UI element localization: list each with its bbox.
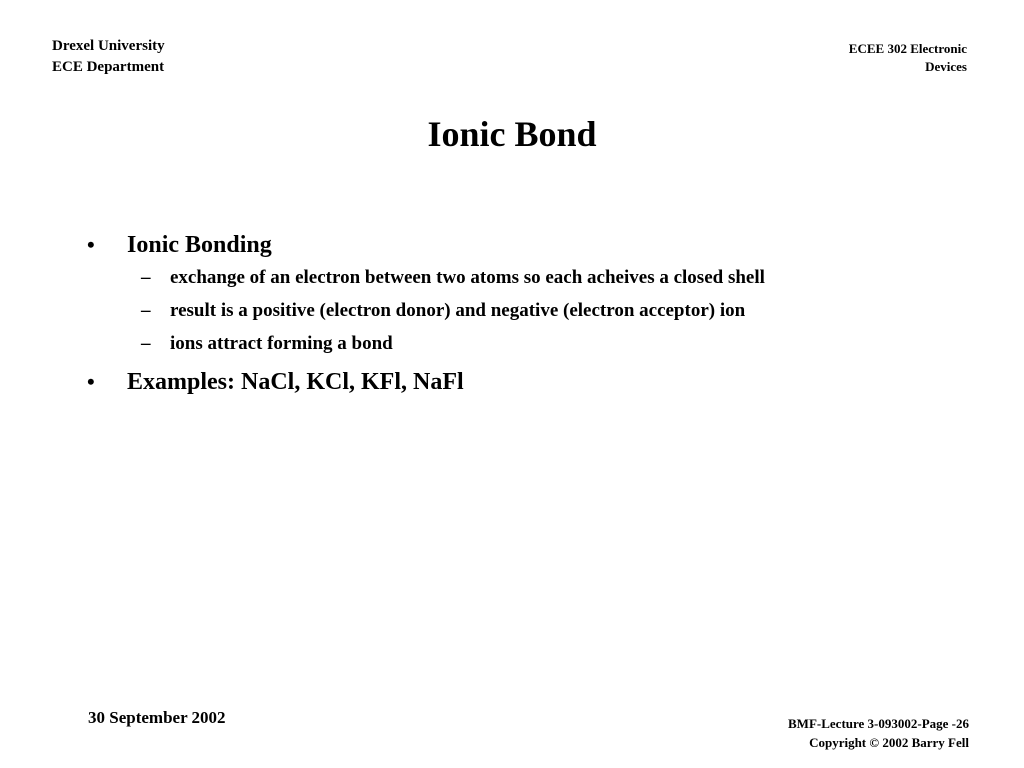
page-reference: BMF-Lecture 3-093002-Page -26 [788, 716, 969, 731]
header-institution-block [52, 36, 165, 78]
copyright-notice: Copyright © 2002 Barry Fell [809, 735, 969, 750]
sub-bullet-item [141, 327, 965, 360]
slide-body [85, 228, 965, 399]
course-title-line1: ECEE 302 Electronic [848, 41, 967, 56]
sub-bullet-marker: – [141, 300, 151, 321]
bullet-item [85, 228, 965, 262]
sub-bullet-marker: – [141, 333, 151, 354]
sub-bullet-text: result is a positive (electron donor) and negative (electron acceptor) ion [170, 300, 746, 321]
sub-bullet-item [141, 261, 965, 294]
bullet-text: Examples: NaCl, KCl, KFl, NaFl [127, 369, 464, 395]
sub-bullet-text: ions attract forming a bond [170, 333, 393, 354]
bullet-text: Ionic Bonding [127, 232, 272, 258]
bullet-marker: • [87, 232, 95, 257]
slide-title: Ionic Bond [427, 114, 597, 154]
sub-bullet-text: exchange of an electron between two atoms so each acheives a closed shell [170, 267, 765, 288]
bullet-item [85, 365, 965, 399]
sub-bullet-marker: – [141, 267, 151, 288]
footer-date: 30 September 2002 [88, 708, 226, 727]
course-title-line2: Devices [925, 59, 967, 74]
footer-info-block [788, 714, 969, 752]
header-course-block [849, 40, 967, 76]
institution-name: Drexel University [52, 38, 165, 54]
bullet-marker: • [87, 369, 95, 394]
department-name: ECE Department [52, 59, 165, 75]
sub-bullet-item [141, 294, 965, 327]
